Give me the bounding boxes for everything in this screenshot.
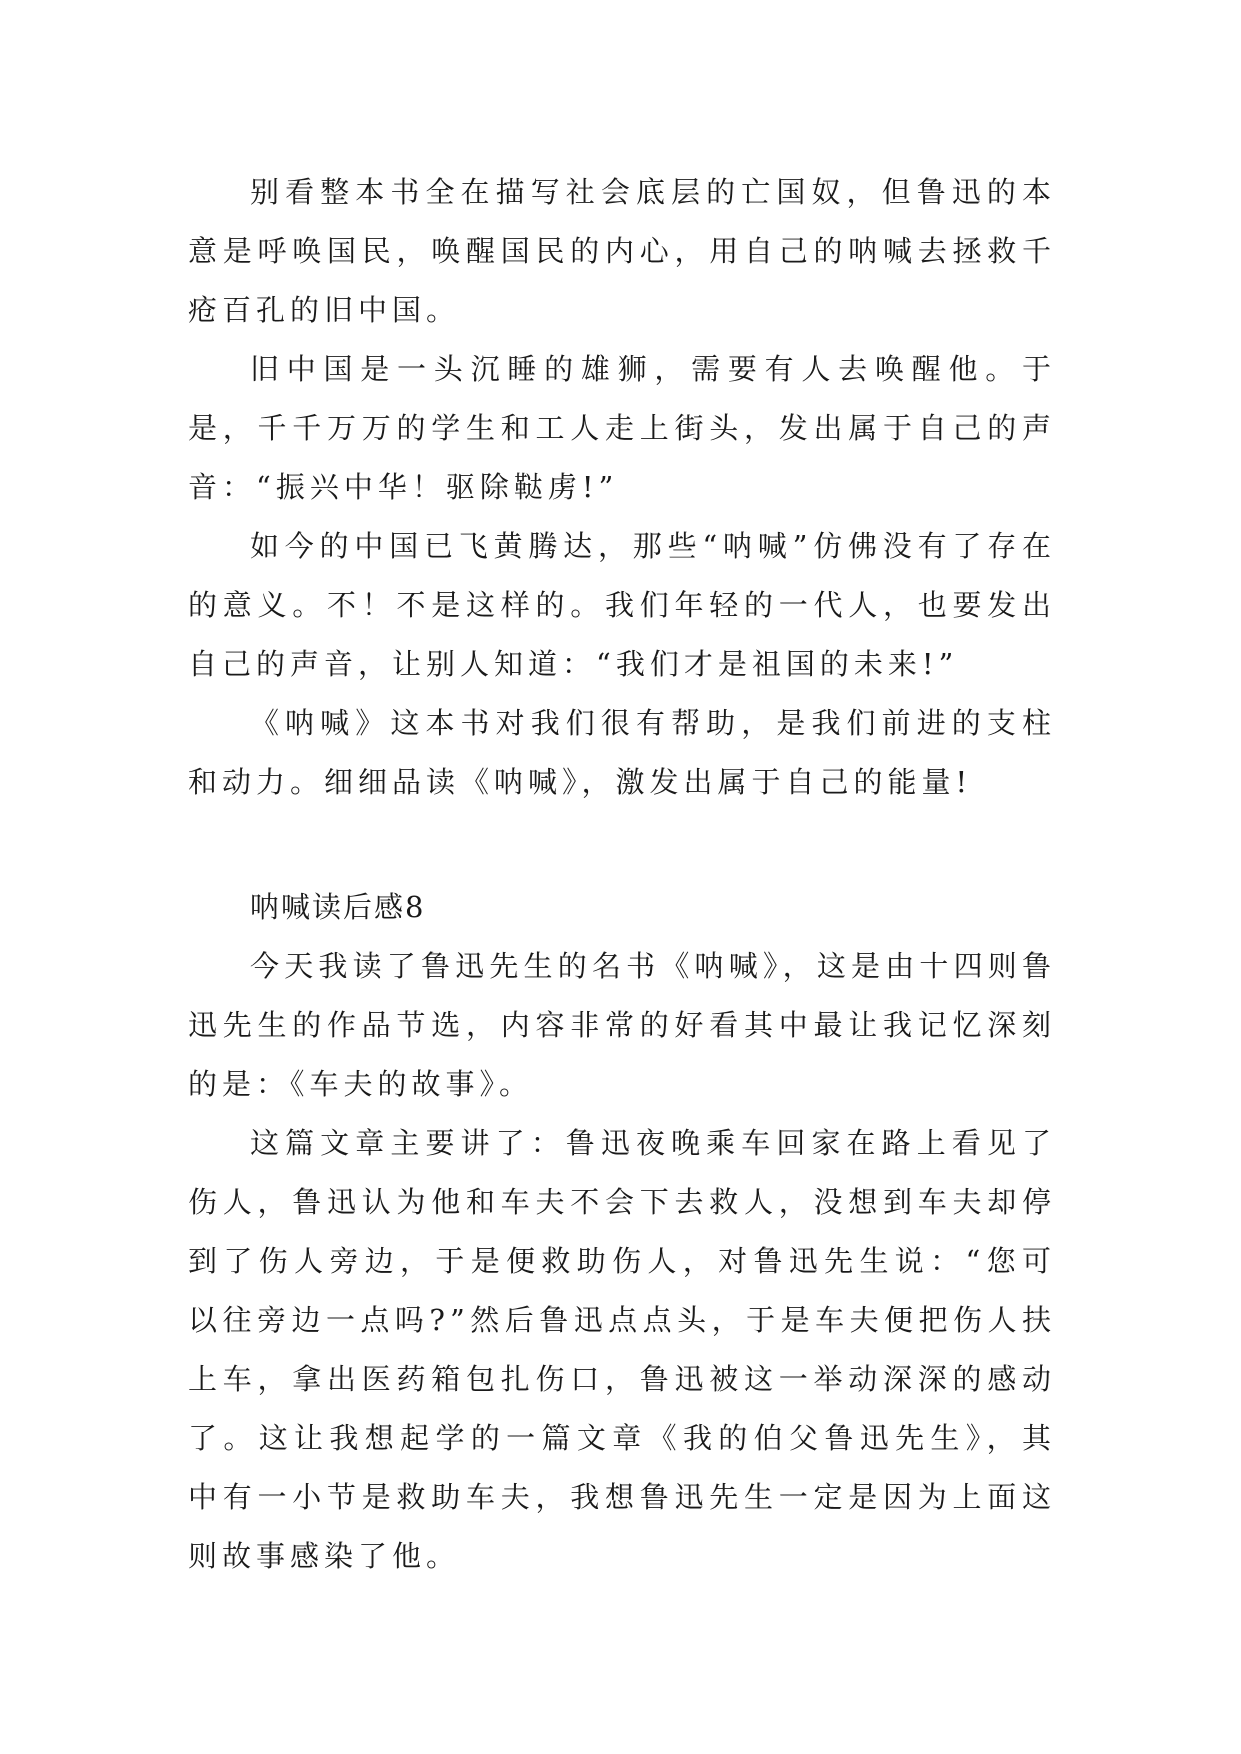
paragraph-1: 别看整本书全在描写社会底层的亡国奴，但鲁迅的本意是呼唤国民，唤醒国民的内心，用自己的呐喊去拯救千疮百孔的旧中国。 xyxy=(188,175,1056,327)
paragraph-4: 《呐喊》这本书对我们很有帮助，是我们前进的支柱和动力。细细品读《呐喊》，激发出属于自己的能量! xyxy=(188,706,1056,799)
section-heading: 呐喊读后感8 xyxy=(250,890,426,924)
paragraph-2: 旧中国是一头沉睡的雄狮，需要有人去唤醒他。于是，千千万万的学生和工人走上街头，发出属于自己的声音：“振兴中华！驱除鞑虏!” xyxy=(188,352,1056,504)
paragraph-3: 如今的中国已飞黄腾达，那些“呐喊”仿佛没有了存在的意义。不！不是这样的。我们年轻的一代人，也要发出自己的声音，让别人知道：“我们才是祖国的未来!” xyxy=(188,529,1056,681)
paragraph-6: 这篇文章主要讲了：鲁迅夜晚乘车回家在路上看见了伤人，鲁迅认为他和车夫不会下去救人，没想到车夫却停到了伤人旁边，于是便救助伤人，对鲁迅先生说：“您可以往旁边一点吗?”然后鲁迅点点头，于是车夫便把伤人扶上车，拿出医药箱包扎伤口，鲁迅被这一举动深深的感动了。这让我想起学的一篇文章《我的伯父鲁迅先生》，其中有一小节是救助车夫，我想鲁迅先生一定是因为上面这则故事感染了他。 xyxy=(188,1126,1056,1573)
section-spacer xyxy=(188,812,1056,878)
document-body xyxy=(188,163,1056,1586)
paragraph-5: 今天我读了鲁迅先生的名书《呐喊》，这是由十四则鲁迅先生的作品节选，内容非常的好看其中最让我记忆深刻的是：《车夫的故事》。 xyxy=(188,949,1056,1101)
